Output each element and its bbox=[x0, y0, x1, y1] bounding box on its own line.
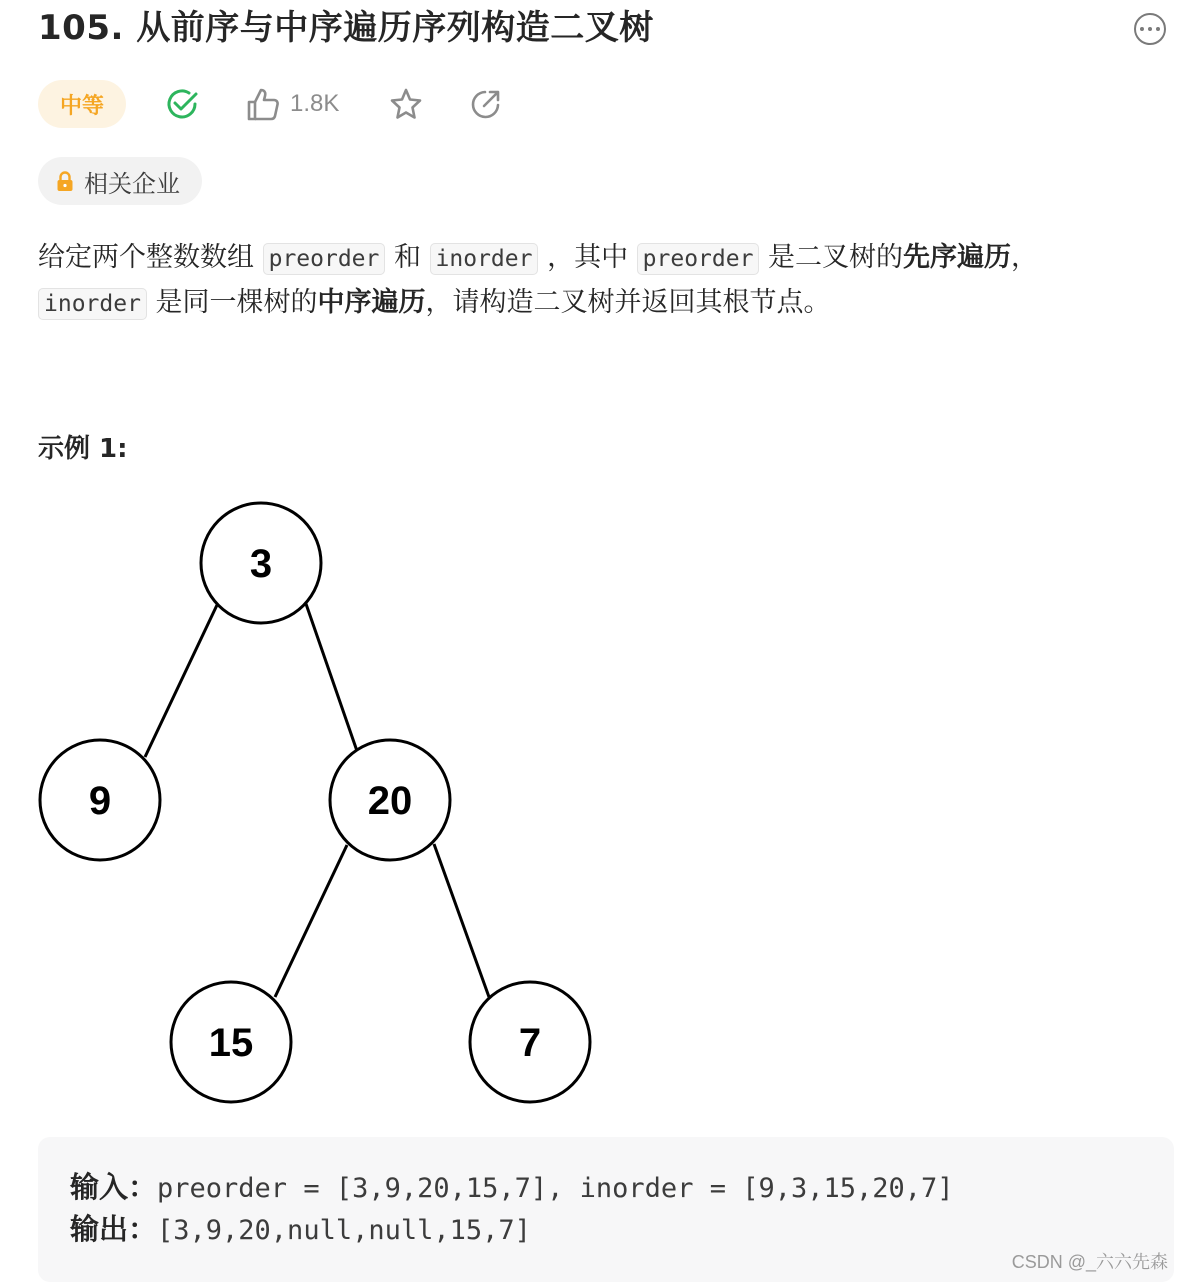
likes-count: 1.8K bbox=[290, 90, 340, 117]
code-preorder: preorder bbox=[637, 243, 760, 275]
problem-description bbox=[38, 236, 1148, 326]
desc-text: 是二叉树的 bbox=[759, 242, 904, 273]
example-title: 示例 1: bbox=[38, 434, 128, 464]
bold-inorder-traversal: 中序遍历 bbox=[317, 287, 426, 318]
related-companies-tag[interactable] bbox=[38, 157, 202, 205]
difficulty-badge: 中等 bbox=[38, 80, 126, 128]
binary-tree-diagram bbox=[36, 496, 596, 1108]
tree-edge bbox=[434, 844, 489, 997]
example-input-line bbox=[70, 1167, 1142, 1209]
thumbs-up-icon bbox=[246, 86, 280, 122]
tree-edge bbox=[275, 845, 347, 997]
tree-node-label: 9 bbox=[88, 779, 112, 823]
star-icon bbox=[388, 86, 424, 122]
tree-node-label: 20 bbox=[367, 779, 413, 823]
tree-edge bbox=[145, 605, 217, 757]
desc-text: 是同一棵树的 bbox=[146, 287, 318, 318]
input-label: 输入： bbox=[70, 1170, 158, 1204]
tree-edge bbox=[305, 601, 357, 751]
watermark: CSDN @_六六先森 bbox=[1011, 1252, 1168, 1272]
share-button[interactable] bbox=[468, 84, 504, 124]
desc-text: 和 bbox=[385, 242, 430, 273]
share-icon bbox=[468, 86, 504, 122]
related-companies-label: 相关企业 bbox=[84, 169, 180, 198]
lock-icon bbox=[56, 170, 74, 192]
more-options-icon[interactable] bbox=[1134, 13, 1166, 45]
example-output-line bbox=[70, 1209, 1142, 1251]
favorite-button[interactable] bbox=[388, 84, 424, 124]
desc-text: ，其中 bbox=[538, 242, 637, 273]
tree-node-label: 15 bbox=[208, 1021, 254, 1065]
example-io-box bbox=[38, 1137, 1174, 1282]
tree-node-label: 7 bbox=[518, 1021, 542, 1065]
bold-preorder-traversal: 先序遍历 bbox=[903, 242, 1012, 273]
desc-text: 给定两个整数数组 bbox=[38, 242, 263, 273]
code-inorder: inorder bbox=[38, 288, 147, 320]
problem-title: 105. 从前序与中序遍历序列构造二叉树 bbox=[38, 8, 654, 48]
tree-node-label: 3 bbox=[249, 542, 273, 586]
desc-text: ，请构造二叉树并返回其根节点。 bbox=[425, 287, 831, 318]
output-label: 输出： bbox=[70, 1212, 158, 1246]
input-value: preorder = [3,9,20,15,7], inorder = [9,3,15,20,7] bbox=[157, 1173, 954, 1204]
output-value: [3,9,20,null,null,15,7] bbox=[157, 1215, 531, 1246]
code-preorder: preorder bbox=[263, 243, 386, 275]
desc-text: ， bbox=[1011, 242, 1039, 273]
like-button[interactable] bbox=[246, 84, 339, 124]
solved-check-icon bbox=[164, 84, 200, 124]
code-inorder: inorder bbox=[430, 243, 539, 275]
